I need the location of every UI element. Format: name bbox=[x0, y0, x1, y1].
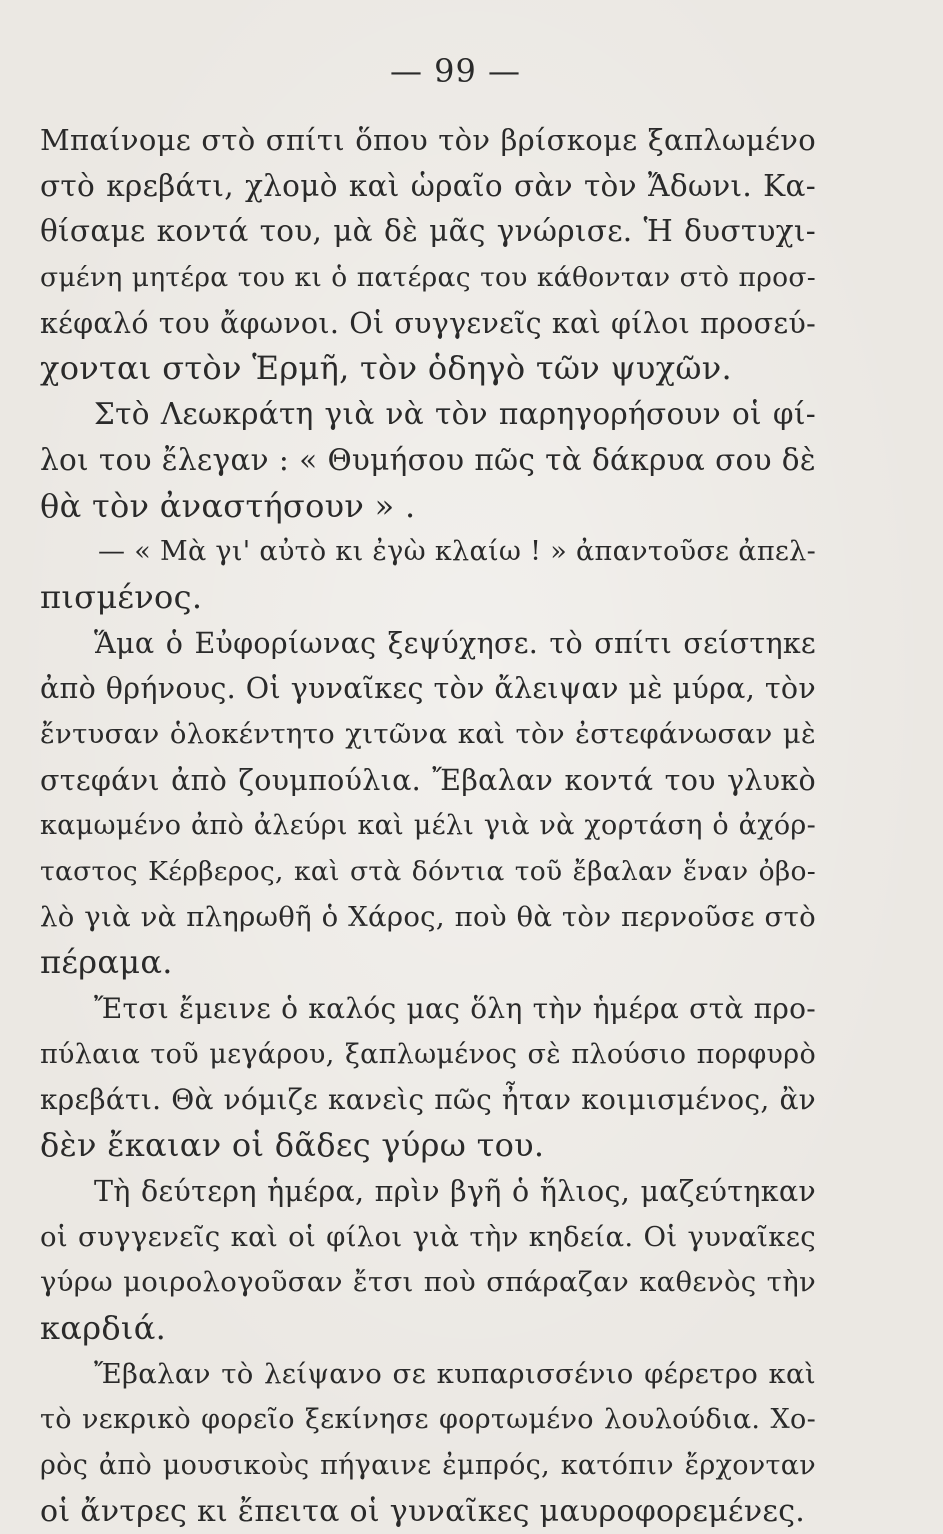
text-line: — « Μὰ γι' αὐτὸ κι ἐγὼ κλαίω ! » ἀπαντοῦσε ἀπελ- bbox=[98, 536, 816, 568]
page-number: — 99 — bbox=[389, 52, 522, 90]
text-line: Μπαίνομε στὸ σπίτι ὅπου τὸν βρίσκομε ξαπλωμένο bbox=[40, 123, 816, 157]
text-line: στὸ κρεβάτι, χλομὸ καὶ ὡραῖο σὰν τὸν Ἄδωνι. Κα- bbox=[40, 168, 816, 203]
text-line: Ἔβαλαν τὸ λείψανο σε κυπαρισσένιο φέρετρο καὶ bbox=[94, 1357, 816, 1390]
text-line: Στὸ Λεωκράτη γιὰ νὰ τὸν παρηγορήσουν οἱ φί- bbox=[94, 397, 816, 432]
text-line: οἱ ἄντρες κι ἔπειτα οἱ γυναῖκες μαυροφορεμένες. bbox=[40, 1493, 806, 1529]
text-line: στεφάνι ἀπὸ ζουμπούλια. Ἔβαλαν κοντά του γλυκὸ bbox=[40, 763, 816, 797]
text-line: λοι του ἔλεγαν : « Θυμήσου πῶς τὰ δάκρυα σου δὲ bbox=[40, 442, 816, 477]
text-line: θίσαμε κοντά του, μὰ δὲ μᾶς γνώρισε. Ἡ δυστυχι- bbox=[40, 214, 816, 249]
body-text bbox=[40, 118, 816, 1534]
text-line: χονται στὸν Ἑρμῆ, τὸν ὁδηγὸ τῶν ψυχῶν. bbox=[40, 349, 732, 388]
text-line: οἱ συγγενεῖς καὶ οἱ φίλοι γιὰ τὴν κηδεία. Οἱ γυναῖκες bbox=[40, 1220, 816, 1253]
text-line: καμωμένο ἀπὸ ἀλεύρι καὶ μέλι γιὰ νὰ χορτάση ὁ ἀχόρ- bbox=[40, 810, 816, 842]
text-line: σμένη μητέρα του κι ὁ πατέρας του κάθονταν στὸ προσ- bbox=[40, 262, 816, 294]
text-line: κρεβάτι. Θὰ νόμιζε κανεὶς πῶς ἦταν κοιμισμένος, ἂν bbox=[40, 1083, 816, 1117]
text-line: γύρω μοιρολογοῦσαν ἔτσι ποὺ σπάραζαν καθενὸς τὴν bbox=[40, 1266, 816, 1299]
text-line: κέφαλό του ἄφωνοι. Οἱ συγγενεῖς καὶ φίλοι προσεύ- bbox=[40, 306, 816, 340]
text-line: Ἔτσι ἔμεινε ὁ καλός μας ὅλη τὴν ἡμέρα στὰ προ- bbox=[94, 992, 816, 1026]
text-line: πισμένος. bbox=[40, 577, 203, 616]
text-line: Τὴ δεύτερη ἡμέρα, πρὶν βγῆ ὁ ἥλιος, μαζεύτηκαν bbox=[94, 1174, 816, 1208]
text-line: ρὸς ἀπὸ μουσικοὺς πήγαινε ἐμπρός, κατόπιν ἔρχονταν bbox=[40, 1449, 816, 1481]
text-line: ταστος Κέρβερος, καὶ στὰ δόντια τοῦ ἔβαλαν ἕναν ὀβο- bbox=[40, 856, 816, 887]
text-line: καρδιά. bbox=[40, 1308, 167, 1347]
text-line: λὸ γιὰ νὰ πληρωθῆ ὁ Χάρος, ποὺ θὰ τὸν περνοῦσε στὸ bbox=[40, 900, 816, 933]
text-line: θὰ τὸν ἀναστήσουν » . bbox=[40, 486, 416, 525]
text-line: πέραμα. bbox=[40, 943, 173, 982]
text-line: δὲν ἔκαιαν οἱ δᾶδες γύρω του. bbox=[40, 1126, 545, 1165]
text-line: ἀπὸ θρήνους. Οἱ γυναῖκες τὸν ἄλειψαν μὲ μύρα, τὸν bbox=[40, 672, 816, 706]
text-line: τὸ νεκρικὸ φορεῖο ξεκίνησε φορτωμένο λουλούδια. Χο- bbox=[40, 1404, 816, 1436]
text-line: Ἅμα ὁ Εὐφορίωνας ξεψύχησε. τὸ σπίτι σείστηκε bbox=[94, 626, 816, 660]
text-line: πύλαια τοῦ μεγάρου, ξαπλωμένος σὲ πλούσιο πορφυρὸ bbox=[40, 1038, 816, 1070]
text-line: ἔντυσαν ὁλοκέντητο χιτῶνα καὶ τὸν ἐστεφάνωσαν μὲ bbox=[40, 717, 816, 750]
